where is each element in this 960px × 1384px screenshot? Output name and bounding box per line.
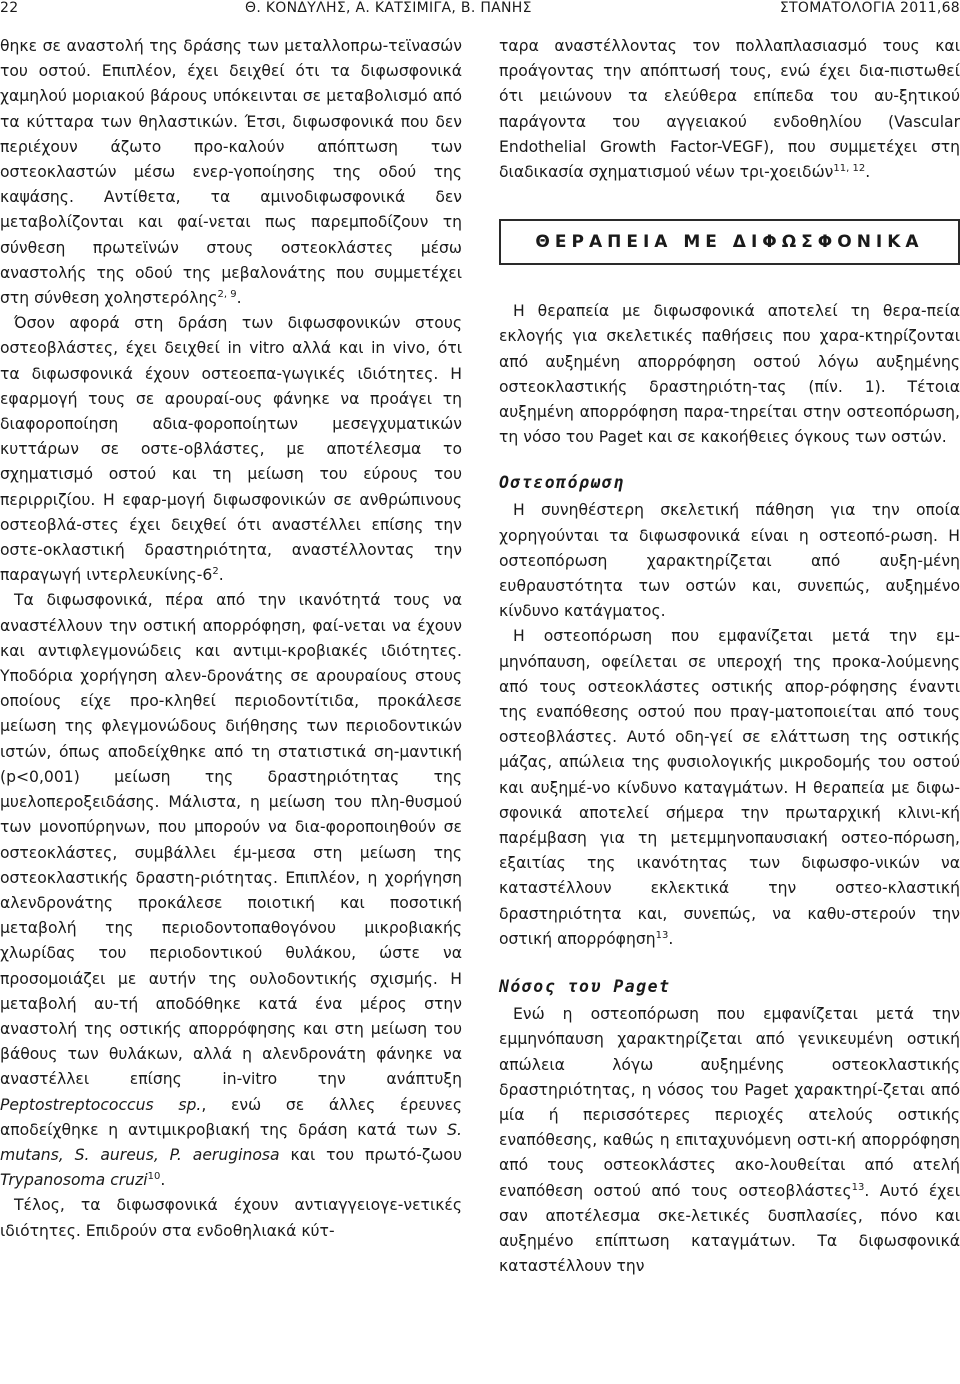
species-name: S. mutans, S. aureus, P. aeruginosa [0,1120,462,1164]
paragraph-mechanism: θηκε σε αναστολή της δράσης των μεταλλοπρω-τεϊνασών του οστού. Επιπλέον, έχει δειχθεί ότι τα διφωσφονικά χαμηλού μοριακού βάρους υπόκεινται σε μεταβολισμό από τα κύτταρα των θηλαστικών. Έτσι, διφωσφονικά που δεν περιέχουν άζωτο προ-καλούν απόπτωση των οστεοκλαστών μέσω ενερ-γοποίησης της οδού της καψάσης. Αντίθετα, τα αμινοδιφωσφονικά δεν μεταβολίζονται και φαί-νεται πως παρεμποδίζουν τη σύνθεση πρωτεϊνών στους οστεοκλάστες μέσω αναστολής της οδού της μεβαλονάτης που συμμετέχει στη σύνθεση χοληστερόλης$^{2, 9}$. [0,37,462,308]
species-name: Trypanosoma cruzi [0,1171,148,1190]
paragraph-vegf: ταρα αναστέλλοντας τον πολλαπλασιασμό τους και προάγοντας την απόπτωσή τους, ενώ έχει δια-πιστωθεί ότι μειώνουν τα ελεύθερα επίπεδα του αυ-ξητικού παράγοντα του αγγειακού ενδοθηλίου (Vascular Endothelial Growth Factor-VEGF), που συμμετέχει στη διαδικασία σχηματισμού νέων τρι-χοειδών$^{11, 12}$. [499,37,960,182]
citation-ref: 10 [147,1171,161,1183]
paragraph-postmenopausal: Η οστεοπόρωση που εμφανίζεται μετά την εμ-μηνόπαυση, οφείλεται σε υπεροχή της προκα-λούμενης από τους οστεοκλάστες οστικής απορ-ρόφησης έναντι της εναπόθεσης οστού που πραγ-ματοποιείται από τους οστεοβλάστες. Αυτό οδη-γεί σε ελάττωση της οστικής μάζας, απώλεια της φυσιολογικής μικροδομής του οστού και αυξημέ-νο κίνδυνο καταγμάτων. Η θεραπεία με διφω-σφονικά αποτελεί σήμερα την πρωταρχική κλινι-κή παρέμβαση για τη μετεμμηνοπαυσιακή οστεο-πόρωση, εξαιτίας της ικανότητας των διφωσφο-νικών να καταστέλλουν εκλεκτικά την οστεο-κλαστική δραστηριότητα και, συνεπώς, να καθυ-στερούν την οστική απορρόφηση$^{13}$. [499,627,960,948]
left-column [0,34,462,1244]
right-column [499,34,960,1279]
journal-citation: ΣΤΟΜΑΤΟΛΟΓΙΑ 2011,68 [779,0,960,16]
page-number: 22 [0,0,19,16]
running-authors: Θ. ΚΟΝΔΥΛΗΣ, Α. ΚΑΤΣΙΜΙΓΑ, Β. ΠΑΝΗΣ [245,0,532,16]
subheading-paget: Νόσος του Paget [499,977,671,997]
citation-ref: 13 [851,1181,865,1193]
paragraph-osteoporosis: Η συνηθέστερη σκελετική πάθηση για την οποία χορηγούνται τα διφωσφονικά είναι η οστεοπό-ρωση. Η οστεοπόρωση χαρακτηρίζεται από αυξη-μένη ευθραυστότητα των οστών και, συνεπώς, αυξημένο κίνδυνο κατάγματος. [499,501,960,621]
paragraph-paget: Ενώ η οστεοπόρωση που εμφανίζεται μετά την εμμηνόπαυση χαρακτηρίζεται από γενικευμένη οστική απώλεια λόγω αυξημένης οστεοκλαστικής δραστηριότητας, η νόσος του Paget χαρακτηρί-ζεται από μία ή περισσότερες περιοχές ατελούς οστικής εναπόθεσης, καθώς η επιταχυνόμενη οστι-κή απορρόφηση από τους οστεοκλάστες ακο-λουθείται από ατελή εναπόθεση οστού από τους οστεοβλάστες$^{13}$. Αυτό έχει σαν αποτέλεσμα σκε-λετικές δυσπλασίες, πόνο και αυξημένο επίπτωση καταγμάτων. Τα διφωσφονικά καταστέλλουν την [499,1005,960,1276]
paragraph-antiangiogenic: Τέλος, τα διφωσφονικά έχουν αντιαγγειογε-νετικές ιδιότητες. Επιδρούν στα ενδοθηλιακά κύτ- [0,1196,462,1240]
species-name: Peptostreptococcus sp. [0,1095,202,1114]
paragraph-antimicrobial: Τα διφωσφονικά, πέρα από την ικανότητά τους να αναστέλλουν την οστική απορρόφηση, φαί-νεται να έχουν και αντιφλεγμονώδεις και αντιμι-κροβιακές ιδιότητες. Υποδόρια χορήγηση αλεν-δρονάτης σε αρουραίους στους οποίους είχε προ-κληθεί περιοδοντίτιδα, προκάλεσε μείωση της φλεγμονώδους διήθησης των περιοδοντικών ιστών, όπως αποδείχθηκε από τη στατιστικά ση-μαντική (p<0,001) μείωση της δραστηριότητας της μυελοπεροξειδάσης. Μάλιστα, η μείωση του πλη-θυσμού των μονοπύρηνων, που μπορούν να δια-φοροποιηθούν σε οστεοκλάστες, συμβάλλει έμ-μεσα στη μείωση της οστεοκλαστικής δραστη-ριότητας. Επιπλέον, η χορήγηση αλενδρονάτης προκάλεσε ποιοτική και ποσοτική μεταβολή της περιοδοντοπαθογόνου μικροβιακής χλωρίδας του περιοδοντικού θυλάκου, ώστε να προσομοιάζει με αυτήν της ουλοδοντικής σχισμής. Η μεταβολή αυ-τή αποδόθηκε κατά ένα μέρος στην αναστολή της οστικής απορρόφησης και στη μείωση του βάθους των θυλάκων, αλλά η αλενδρονάτη φάνηκε να αναστέλλει επίσης in-vitro την ανάπτυξη Peptostreptococcus sp., ενώ σε άλλες έρευνες αποδείχθηκε η αντιμικροβιακή της δράση κατά των S. mutans, S. aureus, P. aeruginosa και του πρωτό-ζωου Trypanosoma cruzi$^{10}$. [0,591,462,1190]
section-heading-therapy: ΘΕΡΑΠΕΙΑ ΜΕ ΔΙΦΩΣΦΟΝΙΚΑ [499,219,960,265]
citation-ref: 2, 9 [217,289,237,301]
paragraph-osteoblasts: Όσον αφορά στη δράση των διφωσφονικών στους οστεοβλάστες, έχει δειχθεί in vitro αλλά και in vivo, ότι τα διφωσφονικά έχουν οστεοεπα-γωγικές ιδιότητες. Η εφαρμογή τους σε αρουραί-ους φάνηκε να προάγει τη διαφοροποίηση αδια-φοροποίητων μεσεγχυματικών κυττάρων σε οστε-οβλάστες, με αποτέλεσμα το σχηματισμό οστού και τη μείωση του εύρους του περιρριζίου. Η εφαρ-μογή διφωσφονικών σε ανθρώπινους οστεοβλά-στες έχει δειχθεί ότι αναστέλλει επίσης την οστε-οκλαστική δραστηριότητα, αναστέλλοντας την παραγωγή ιντερλευκίνης-$6^2$. [0,314,462,585]
citation-ref: 11, 12 [833,163,866,175]
citation-ref: 2 [212,566,219,578]
citation-ref: 13 [655,929,669,941]
paragraph-therapy-intro: Η θεραπεία με διφωσφονικά αποτελεί τη θερα-πεία εκλογής για σκελετικές παθήσεις που χαρα-κτηρίζονται από αυξημένη απορρόφηση οστού λόγω αυξημένης οστεοκλαστικής δραστηριότη-τας (πίν. 1). Τέτοια αυξημένη απορρόφηση παρα-τηρείται στην οστεοπόρωση, τη νόσο του Paget και σε κακοήθειες όγκους των οστών. [499,302,960,447]
subheading-osteoporosis: Οστεοπόρωση [499,473,625,493]
page-header [0,0,960,24]
